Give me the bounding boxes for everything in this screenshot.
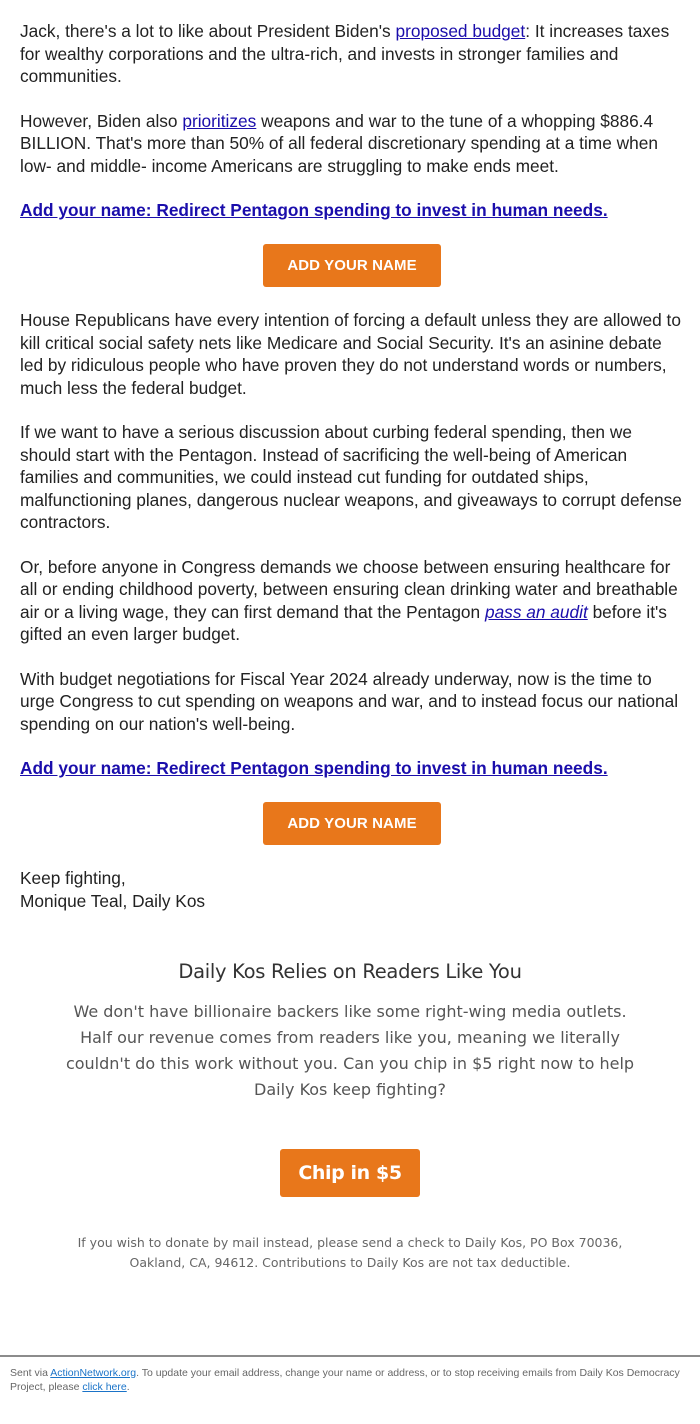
paragraph-intro: [20, 20, 684, 88]
paragraph-prioritizes: [20, 110, 684, 178]
promo-heading: Daily Kos Relies on Readers Like You: [178, 960, 522, 983]
actionnetwork-link[interactable]: ActionNetwork.org: [50, 1367, 137, 1379]
button-row-1: [20, 244, 684, 287]
signoff-line-2: Monique Teal, Daily Kos: [20, 890, 206, 911]
paragraph-republicans: House Republicans have every intention of forcing a default unless they are allowed to kill critical social safety nets like Medicare and Social Security. It's an asinine debate led by ridiculous people who have proven they do not understand words or numbers, much less the federal budget.: [20, 310, 681, 398]
signoff-line-1: Keep fighting,: [20, 868, 126, 888]
unsubscribe-link[interactable]: click here: [82, 1381, 127, 1393]
add-your-name-link-1[interactable]: Add your name: Redirect Pentagon spending to invest in human needs.: [20, 200, 608, 220]
footer-suffix: .: [126, 1381, 130, 1393]
footer-prefix: Sent via: [10, 1367, 51, 1379]
donation-promo: [0, 960, 700, 1273]
paragraph-pentagon: If we want to have a serious discussion about curbing federal spending, then we should start with the Pentagon. Instead of sacrificing the well-being of American families and communities, we could instead cut funding for outdated ships, malfunctioning planes, dangerous nuclear weapons, and giveaways to corrupt defense contractors.: [20, 422, 682, 532]
email-footer: [0, 1355, 700, 1394]
paragraph-intro-text-a: Jack, there's a lot to like about President Biden's: [20, 21, 396, 41]
add-your-name-button-2[interactable]: ADD YOUR NAME: [263, 802, 441, 845]
paragraph-audit-text-b: before it's gifted an even larger budget.: [20, 601, 667, 644]
add-your-name-button-1[interactable]: ADD YOUR NAME: [263, 244, 441, 287]
paragraph-prioritizes-text-a: However, Biden also: [20, 110, 183, 131]
mail-donation-note: If you wish to donate by mail instead, please send a check to Daily Kos, PO Box 70036, Oakland, CA, 94612. Contributions to Daily Kos are not tax deductible.: [77, 1235, 623, 1270]
email-body: [20, 20, 684, 912]
chip-in-button[interactable]: Chip in $5: [280, 1149, 420, 1197]
footer-middle: . To update your email address, change your name or address, or to stop receiving emails from Daily Kos Democracy Project, please: [10, 1367, 680, 1393]
prioritizes-link[interactable]: prioritizes: [182, 110, 257, 131]
paragraph-audit-text-a: Or, before anyone in Congress demands we choose between ensuring healthcare for all or ending childhood poverty, between ensuring clean drinking water and breathable air or a living wage, they can first demand that the Pentagon: [20, 556, 678, 622]
button-row-2: [20, 802, 684, 845]
paragraph-prioritizes-text-b: weapons and war to the tune of a whopping $886.4 BILLION. That's more than 50% of all federal discretionary spending at a time when low- and middle- income Americans are struggling to make ends meet.: [20, 110, 658, 176]
pass-an-audit-link[interactable]: pass an audit: [484, 601, 588, 622]
paragraph-audit: [20, 556, 684, 646]
promo-body: We don't have billionaire backers like some right-wing media outlets. Half our revenue comes from readers like you, meaning we literally couldn't do this work without you. Can you chip in $5 right now to help Daily Kos keep fighting?: [65, 1002, 635, 1099]
paragraph-negotiations: With budget negotiations for Fiscal Year 2024 already underway, now is the time to urge Congress to cut spending on weapons and war, and to instead focus our national spending on our nation's well-being.: [20, 668, 679, 734]
footer-text: [0, 1357, 700, 1394]
signoff: [20, 867, 684, 912]
add-your-name-link-2[interactable]: Add your name: Redirect Pentagon spending to invest in human needs.: [20, 758, 608, 778]
paragraph-intro-text-b: : It increases taxes for wealthy corporations and the ultra-rich, and invests in stronger families and communities.: [20, 21, 670, 86]
proposed-budget-link[interactable]: proposed budget: [395, 21, 526, 41]
